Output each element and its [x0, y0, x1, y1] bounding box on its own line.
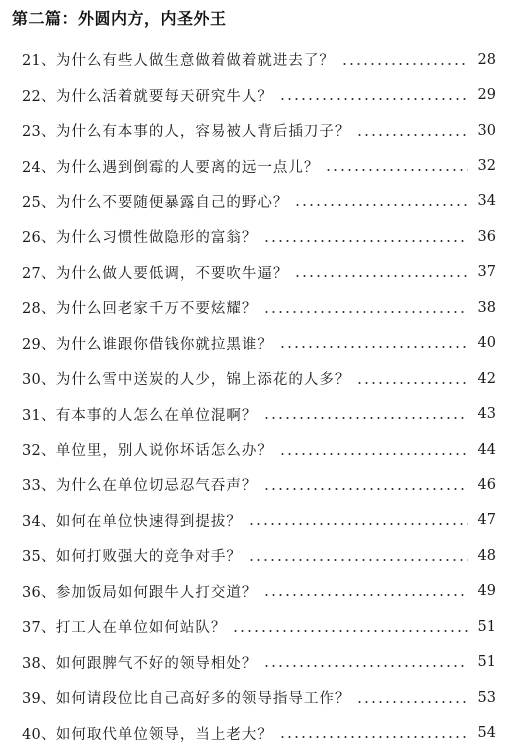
toc-entry-27[interactable]	[0, 255, 530, 290]
toc-entry-number: 28、	[22, 301, 56, 318]
toc-entry-number: 21、	[22, 53, 56, 70]
toc-entry-35[interactable]	[0, 538, 530, 573]
dot-leader	[279, 453, 468, 455]
toc-entry-number: 39、	[22, 691, 56, 708]
dot-leader	[263, 311, 468, 313]
toc-entry-number: 35、	[22, 549, 56, 566]
toc-entry-page: 28	[477, 51, 496, 68]
dot-leader	[356, 701, 468, 703]
dot-leader	[263, 417, 468, 419]
toc-entry-page: 37	[477, 264, 496, 281]
toc-entry-36[interactable]	[0, 574, 530, 609]
dot-leader	[279, 736, 468, 738]
toc-entry-34[interactable]	[0, 503, 530, 538]
toc-entry-23[interactable]	[0, 113, 530, 148]
toc-entry-number: 33、	[22, 478, 56, 495]
toc-entry-page: 34	[477, 193, 496, 210]
toc-entry-number: 38、	[22, 655, 56, 672]
toc-entry-24[interactable]	[0, 148, 530, 183]
dot-leader	[248, 559, 468, 561]
toc-entry-number: 23、	[22, 124, 56, 141]
toc-entry-page: 51	[477, 654, 496, 671]
toc-entry-30[interactable]	[0, 361, 530, 396]
toc-entry-page: 44	[477, 441, 496, 458]
toc-entry-title: 为什么活着就要每天研究牛人？	[55, 88, 273, 105]
dot-leader	[263, 665, 468, 667]
table-of-contents	[0, 42, 530, 751]
toc-entry-page: 47	[477, 512, 496, 529]
toc-entry-title: 为什么雪中送炭的人少，锦上添花的人多？	[55, 372, 351, 389]
toc-entry-title: 如何打败强大的竞争对手？	[55, 549, 242, 566]
toc-entry-title: 如何跟脾气不好的领导相处？	[55, 655, 258, 672]
toc-entry-page: 36	[477, 228, 496, 245]
toc-entry-title: 为什么不要随便暴露自己的野心？	[55, 194, 289, 211]
toc-entry-page: 32	[477, 158, 496, 175]
toc-entry-38[interactable]	[0, 644, 530, 679]
toc-entry-page: 29	[477, 87, 496, 104]
toc-entry-31[interactable]	[0, 396, 530, 431]
toc-entry-title: 为什么做人要低调，不要吹牛逼？	[55, 265, 289, 282]
dot-leader	[356, 134, 468, 136]
toc-entry-title: 为什么习惯性做隐形的富翁？	[55, 230, 258, 247]
dot-leader	[279, 98, 468, 100]
dot-leader	[279, 346, 468, 348]
toc-entry-title: 单位里，别人说你坏话怎么办？	[55, 443, 273, 460]
dot-leader	[294, 204, 468, 206]
toc-entry-number: 24、	[22, 159, 56, 176]
toc-entry-page: 54	[477, 725, 496, 742]
dot-leader	[294, 275, 468, 277]
dot-leader	[263, 488, 468, 490]
dot-leader	[356, 382, 468, 384]
toc-entry-title: 参加饭局如何跟牛人打交道？	[55, 584, 258, 601]
toc-entry-number: 40、	[22, 726, 56, 743]
toc-entry-number: 34、	[22, 513, 56, 530]
toc-entry-title: 为什么有本事的人，容易被人背后插刀子？	[55, 124, 351, 141]
toc-entry-title: 如何在单位快速得到提拔？	[55, 513, 242, 530]
toc-entry-number: 29、	[22, 336, 56, 353]
toc-entry-page: 49	[477, 583, 496, 600]
toc-entry-number: 25、	[22, 194, 56, 211]
section-heading: 第二篇：外圆内方，内圣外王	[12, 9, 227, 28]
toc-entry-21[interactable]	[0, 42, 530, 77]
dot-leader	[248, 523, 468, 525]
toc-entry-37[interactable]	[0, 609, 530, 644]
toc-entry-26[interactable]	[0, 219, 530, 254]
toc-entry-title: 如何取代单位领导，当上老大？	[55, 726, 273, 743]
dot-leader	[263, 240, 468, 242]
toc-entry-page: 42	[477, 370, 496, 387]
toc-entry-title: 打工人在单位如何站队？	[55, 620, 227, 637]
toc-entry-page: 48	[477, 547, 496, 564]
toc-entry-22[interactable]	[0, 77, 530, 112]
toc-entry-number: 22、	[22, 88, 56, 105]
dot-leader	[263, 594, 468, 596]
toc-entry-number: 30、	[22, 372, 56, 389]
toc-entry-page: 46	[477, 476, 496, 493]
toc-entry-40[interactable]	[0, 715, 530, 750]
toc-entry-25[interactable]	[0, 184, 530, 219]
toc-entry-page: 38	[477, 299, 496, 316]
toc-entry-32[interactable]	[0, 432, 530, 467]
dot-leader	[325, 169, 468, 171]
toc-entry-number: 31、	[22, 407, 56, 424]
toc-entry-page: 30	[477, 122, 496, 139]
toc-entry-29[interactable]	[0, 326, 530, 361]
dot-leader	[341, 63, 468, 65]
toc-entry-title: 如何请段位比自己高好多的领导指导工作？	[55, 691, 351, 708]
toc-entry-28[interactable]	[0, 290, 530, 325]
toc-entry-page: 40	[477, 335, 496, 352]
toc-entry-title: 为什么遇到倒霉的人要离的远一点儿？	[55, 159, 320, 176]
toc-entry-number: 32、	[22, 443, 56, 460]
toc-entry-title: 有本事的人怎么在单位混啊？	[55, 407, 258, 424]
toc-entry-33[interactable]	[0, 467, 530, 502]
toc-entry-title: 为什么谁跟你借钱你就拉黑谁？	[55, 336, 273, 353]
toc-entry-39[interactable]	[0, 680, 530, 715]
toc-entry-page: 53	[477, 689, 496, 706]
toc-entry-page: 51	[477, 618, 496, 635]
dot-leader	[232, 630, 468, 632]
toc-entry-page: 43	[477, 406, 496, 423]
toc-entry-title: 为什么在单位切忌忍气吞声？	[55, 478, 258, 495]
toc-entry-number: 27、	[22, 265, 56, 282]
toc-entry-title: 为什么有些人做生意做着做着就进去了？	[55, 53, 335, 70]
toc-entry-number: 26、	[22, 230, 56, 247]
toc-entry-number: 36、	[22, 584, 56, 601]
toc-entry-title: 为什么回老家千万不要炫耀？	[55, 301, 258, 318]
toc-entry-number: 37、	[22, 620, 56, 637]
